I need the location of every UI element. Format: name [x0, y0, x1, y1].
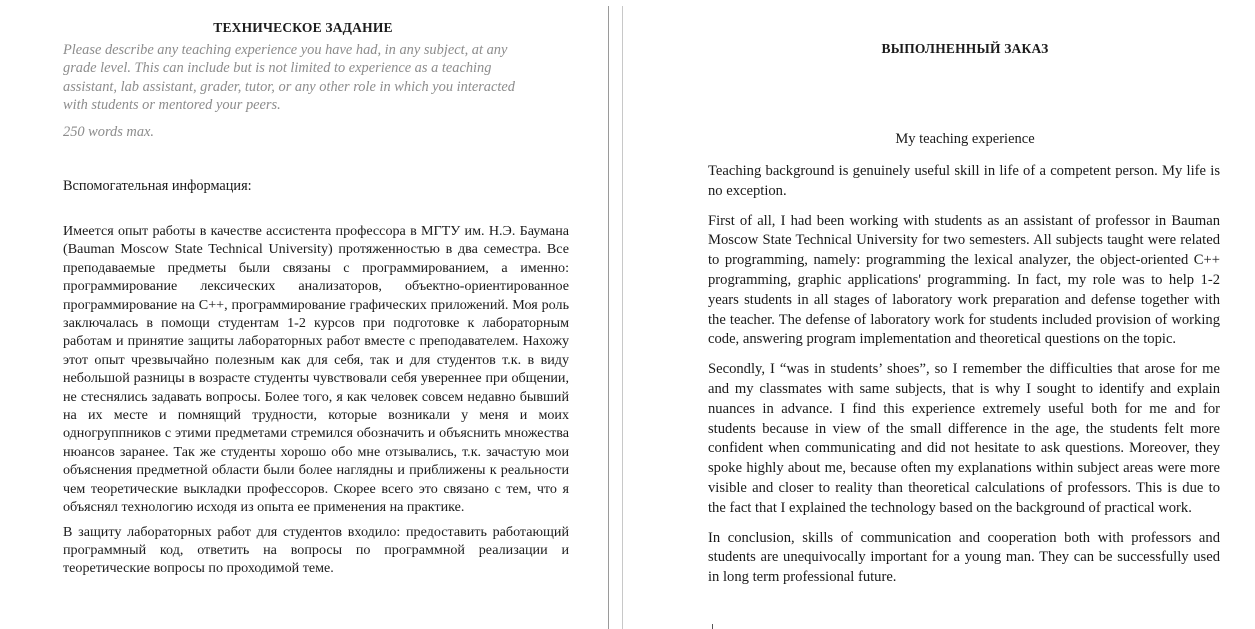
essay-paragraph: In conclusion, skills of communication and cooperation both with professors and students are unequivocally important for a young man. They can be successfully used in long term professional future.	[708, 529, 1220, 586]
right-page-title: ВЫПОЛНЕННЫЙ ЗАКАЗ	[881, 41, 1049, 56]
assignment-prompt	[63, 41, 543, 141]
left-page-title: ТЕХНИЧЕСКОЕ ЗАДАНИЕ	[213, 20, 393, 35]
essay-paragraph: Teaching background is genuinely useful skill in life of a competent person. My life is no exception.	[708, 163, 1220, 199]
text-cursor	[712, 624, 713, 629]
word-limit: 250 words max.	[63, 123, 155, 140]
page-divider-shadow	[622, 6, 623, 629]
source-paragraph: В защиту лабораторных работ для студентов входило: предоставить работающий программный код, ответить на вопросы по программной реализации и теоретические вопросы по проходимой теме.	[63, 523, 569, 577]
page-divider	[608, 6, 609, 629]
prompt-text: Please describe any teaching experience you have had, in any subject, at any grade level. This can include but is not limited to experience as a teaching assistant, lab assistant, grader, tutor, or any other role in which you interacted with students or mentored your peers.	[63, 42, 515, 114]
left-document-page	[0, 0, 608, 629]
essay-title: My teaching experience	[895, 131, 1035, 147]
essay-paragraph: Secondly, I “was in students’ shoes”, so I remember the difficulties that arose for me and my classmates with same subjects, that is why I sought to identify and explain nuances in advance. I find this experience extremely useful both for me and for students because in view of the small difference in the age, the students felt more confident when communicating and did not hesitate to ask questions. Moreover, they spoke highly about me, because often my explanations within subject areas were more visible and closer to reality than theoretical calculations of professors. This is due to the fact that I explained the technology based on the background of practical work.	[708, 361, 1220, 516]
essay-body	[708, 162, 1220, 598]
auxiliary-info-label: Вспомогательная информация:	[63, 178, 252, 194]
source-paragraph: Имеется опыт работы в качестве ассистента профессора в МГТУ им. Н.Э. Баумана (Bauman Moscow State Technical University) протяженностью в два семестра. Все преподаваемые предметы были связаны с программированием, а именно: программирование лексических анализаторов, объектно-ориентированное программирование на С++, программирование графических приложений. Моя роль заключалась в помощи студентам 1-2 курсов при подготовке к лабораторным работам и принятие защиты лабораторных работ вместе с преподавателем. Нахожу этот опыт чрезвычайно полезным как для себя, так и для студентов т.к. в виду небольшой разницы в возрасте студенты чувствовали себя увереннее при общении, не стеснялись задавать вопросы. Более того, я как человек совсем недавно бывший на их месте и помнящий трудности, которые возникали у меня и моих одногруппников с этими предметами стремился обозначить и объяснить множества нюансов заранее. Так же студенты хорошо обо мне отзывались, т.к. зачастую мои объяснения предметной области были более наглядны и приближены к реальности чем теоретические выкладки профессоров. Скорее всего это связано с тем, что я объяснял технологию исходя из опыта ее применения на практике.	[63, 223, 569, 516]
essay-paragraph: First of all, I had been working with students as an assistant of professor in Bauman Moscow State Technical University for two semesters. All subjects taught were related to programming, namely: programming the lexical analyzer, the object-oriented C++ programming, graphic applications' programming. In fact, my role was to help 1-2 years students in all stages of laboratory work preparation and defense together with the teacher. The defense of laboratory work for students included provision of working code, answering program implementation and theoretical questions on the topic.	[708, 212, 1220, 348]
russian-source-text	[63, 222, 569, 584]
